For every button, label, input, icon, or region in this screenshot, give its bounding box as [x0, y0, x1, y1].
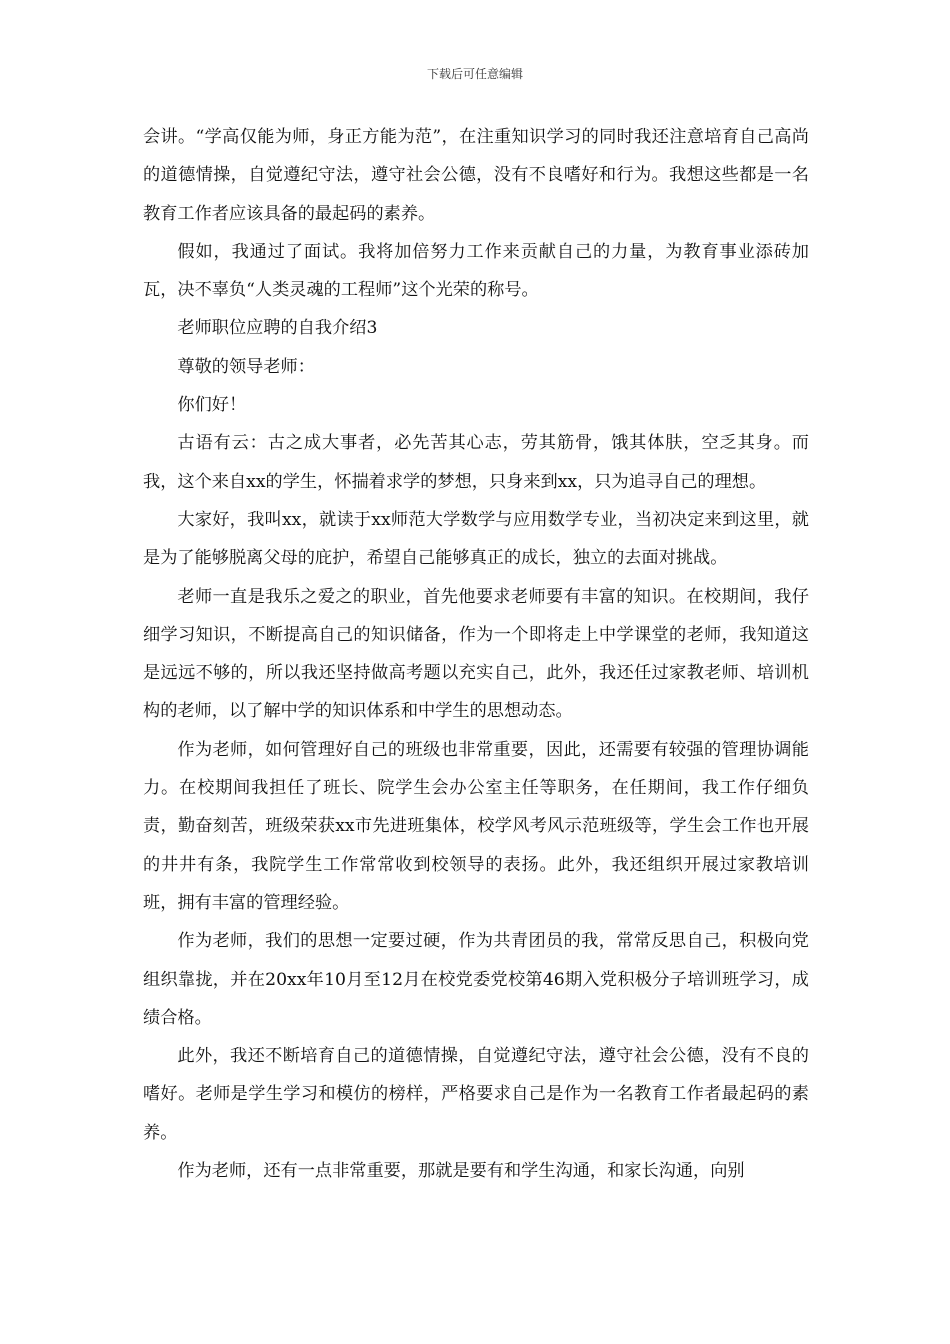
- section-title: 老师职位应聘的自我介绍3: [177, 318, 378, 339]
- paragraph: 作为老师，我们的思想一定要过硬，作为共青团员的我，常常反思自己，积极向党组织靠拢，并在20xx年10月至12月在校党委党校第46期入党积极分子培训班学习，成绩合格。: [143, 931, 809, 1028]
- paragraph: 老师一直是我乐之爱之的职业，首先他要求老师要有丰富的知识。在校期间，我仔细学习知识，不断提高自己的知识储备，作为一个即将走上中学课堂的老师，我知道这是远远不够的，所以我还坚持做高考题以充实自己，此外，我还任过家教老师、培训机构的老师，以了解中学的知识体系和中学生的思想动态。: [143, 586, 809, 722]
- document-body: [143, 118, 809, 1190]
- salutation: 尊敬的领导老师：: [177, 356, 315, 377]
- paragraph: 假如，我通过了面试。我将加倍努力工作来贡献自己的力量，为教育事业添砖加瓦，决不辜负“人类灵魂的工程师”这个光荣的称号。: [143, 241, 809, 301]
- paragraph: 此外，我还不断培育自己的道德情操，自觉遵纪守法，遵守社会公德，没有不良的嗜好。老师是学生学习和模仿的榜样，严格要求自己是作为一名教育工作者最起码的素养。: [143, 1046, 809, 1143]
- paragraph: 作为老师，如何管理好自己的班级也非常重要，因此，还需要有较强的管理协调能力。在校期间我担任了班长、院学生会办公室主任等职务，在任期间，我工作仔细负责，勤奋刻苦，班级荣获xx市先进班集体，校学风考风示范班级等，学生会工作也开展的井井有条，我院学生工作常常收到校领导的表扬。此外，我还组织开展过家教培训班，拥有丰富的管理经验。: [143, 739, 809, 913]
- page-header: 下载后可任意编辑: [426, 67, 523, 81]
- paragraph: 作为老师，还有一点非常重要，那就是要有和学生沟通，和家长沟通，向别: [177, 1161, 745, 1182]
- paragraph: 大家好，我叫xx，就读于xx师范大学数学与应用数学专业，当初决定来到这里，就是为了能够脱离父母的庇护，希望自己能够真正的成长，独立的去面对挑战。: [143, 509, 809, 569]
- paragraph: 古语有云：古之成大事者，必先苦其心志，劳其筋骨，饿其体肤，空乏其身。而我，这个来自xx的学生，怀揣着求学的梦想，只身来到xx，只为追寻自己的理想。: [143, 433, 809, 492]
- greeting: 你们好！: [177, 395, 247, 416]
- paragraph-continuation: 会讲。“学高仅能为师，身正方能为范”，在注重知识学习的同时我还注意培育自己高尚的道德情操，自觉遵纪守法，遵守社会公德，没有不良嗜好和行为。我想这些都是一名教育工作者应该具备的最起码的素养。: [143, 127, 809, 224]
